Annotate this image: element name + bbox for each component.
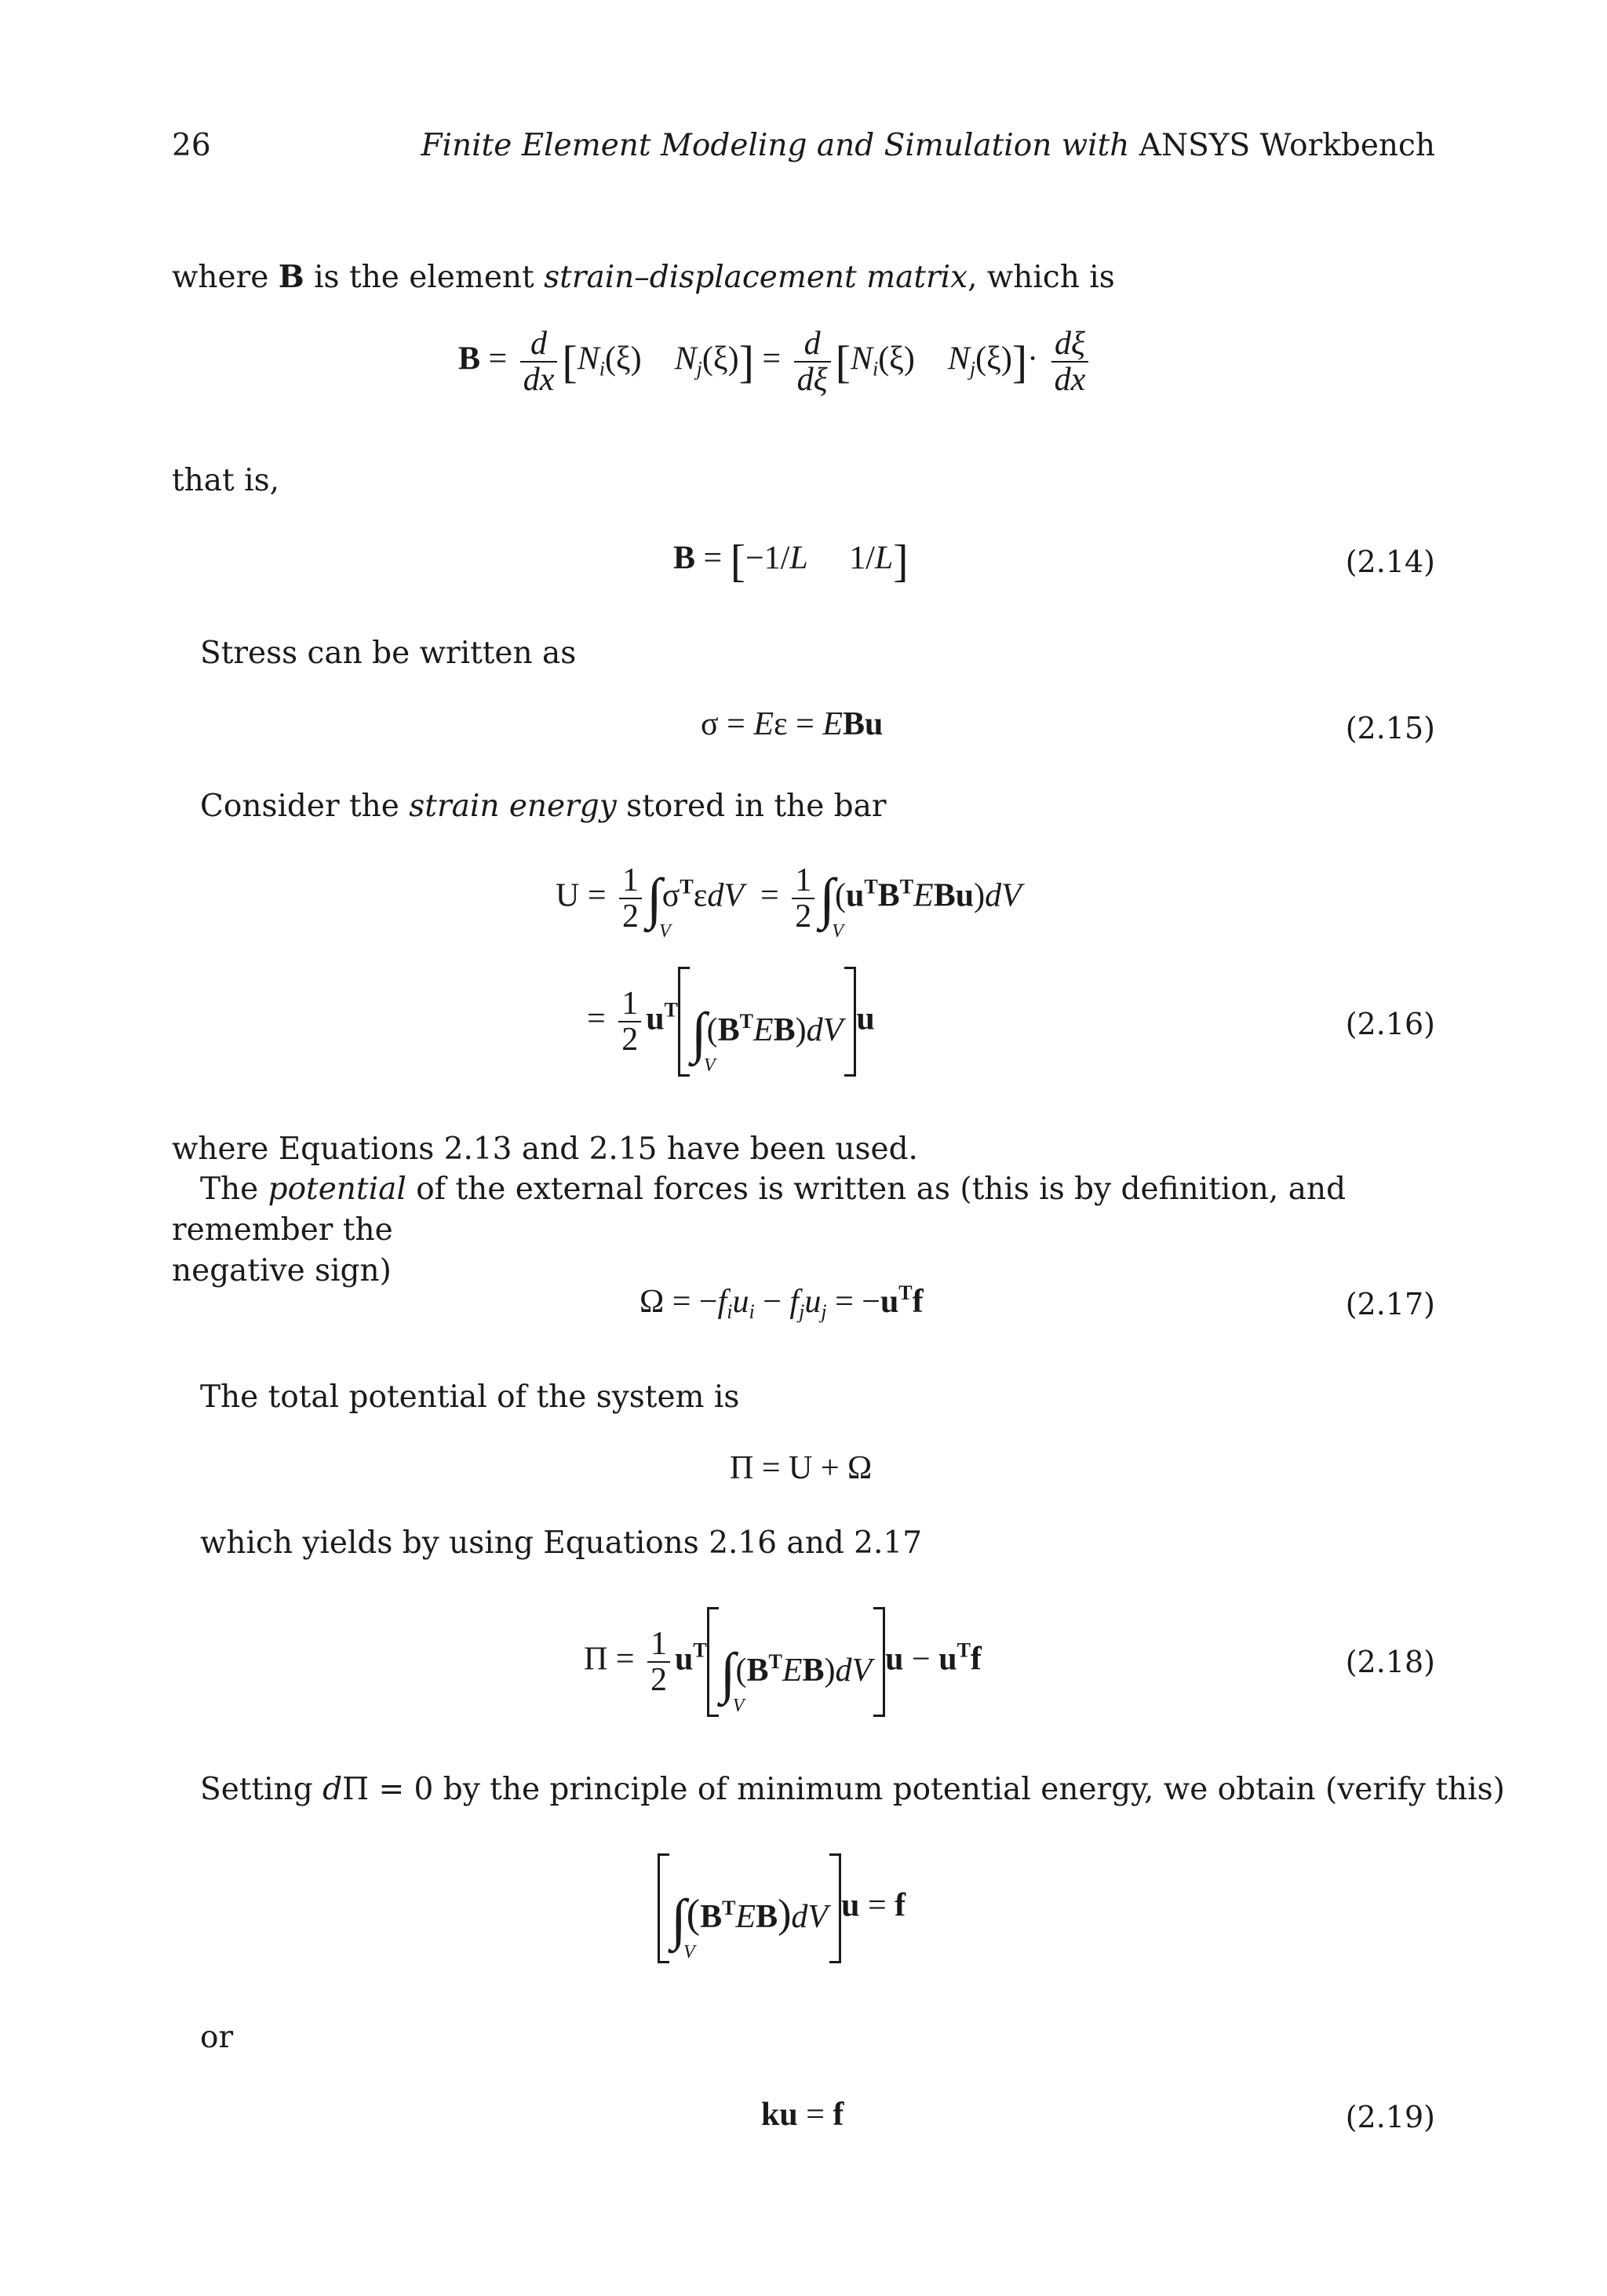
text-run: Setting [200,1772,323,1807]
paragraph-or: or [200,2020,234,2055]
equation-Pi: Π = U + Ω [730,1450,873,1486]
equation-number-2-14: (2.14) [1345,545,1435,579]
symbol-d: d [322,1772,343,1807]
term-potential: potential [268,1172,406,1207]
equation-2-14: B = [−1/L 1/L] [673,535,909,586]
paragraph-setting [200,1772,1505,1809]
text-run: Consider the [200,789,410,824]
term-strain-energy: strain energy [409,789,617,824]
text-run: , which is [967,260,1115,295]
paragraph-stress: Stress can be written as [200,636,577,671]
equation-2-17: $\Omega = -f_iu_i - f_ju_j = -u^Tf$ [640,1281,924,1323]
equation-number-2-19: (2.19) [1345,2100,1435,2134]
text-run: is the element [304,260,545,295]
term-strain-displacement-matrix: strain–displacement matrix [544,260,968,295]
equation-2-18: Π = $\frac{1}{2}$ $u^T$ ∫ V $(B^TEB)dV$ $u - u^Tf$ [584,1607,982,1717]
equation-number-2-18: (2.18) [1345,1645,1435,1679]
equation-2-15: σ = Eε = EBu [701,706,884,742]
paragraph-yields: which yields by using Equations 2.16 and 2.17 [200,1525,923,1561]
equation-number-2-17: (2.17) [1345,1287,1435,1321]
paragraph-potential [172,1169,1435,1292]
equation-B-definition: B = $\frac{d}{dx}$ [$N_i(\xi)$ $N_j(\xi)$] = $\frac{d}{d\xi}$ [$N_i(\xi)$ $N_j(\xi)]\cdot$ $\frac{d\xi}{dx}$ [458,326,1093,397]
text-run: stored in the bar [616,789,887,824]
equation-number-2-16: (2.16) [1345,1007,1435,1041]
symbol-B: B [278,259,304,295]
paragraph-total: The total potential of the system is [200,1379,740,1415]
equation-2-16-line2: = $\frac{1}{2}$ $u^T$ ∫ V $(B^TEB)dV$ u [587,967,875,1077]
text-run: of the external forces is written as (this is by definition, and remember the [172,1172,1346,1248]
text-run: where [172,260,279,295]
running-title [421,128,1435,165]
running-title-italic: Finite Element Modeling and Simulation with [421,128,1130,163]
paragraph-consider [200,789,887,825]
paragraph-that-is: that is, [172,463,279,498]
page-number: 26 [172,128,211,163]
text-run: negative sign) [172,1252,392,1288]
paragraph-B-definition [172,259,1115,297]
equation-2-19: ku = f [761,2097,844,2133]
equation-number-2-15: (2.15) [1345,711,1435,745]
text-run: Π = 0 by the principle of minimum potential energy, we obtain (verify this) [342,1772,1505,1807]
text-run: The [200,1172,268,1207]
equation-minimum-potential: ∫ V $(B^TEB)dV$ u = f [658,1853,906,1963]
running-title-roman: ANSYS Workbench [1129,128,1435,163]
paragraph-where-used: where Equations 2.13 and 2.15 have been used. [172,1132,918,1167]
equation-2-16-line1: U = $\frac{1}{2}$ ∫ V $\sigma^T\varepsilon dV$ = $\frac{1}{2}$ ∫ V $(u^TB^TEBu)dV$ [556,862,1022,942]
